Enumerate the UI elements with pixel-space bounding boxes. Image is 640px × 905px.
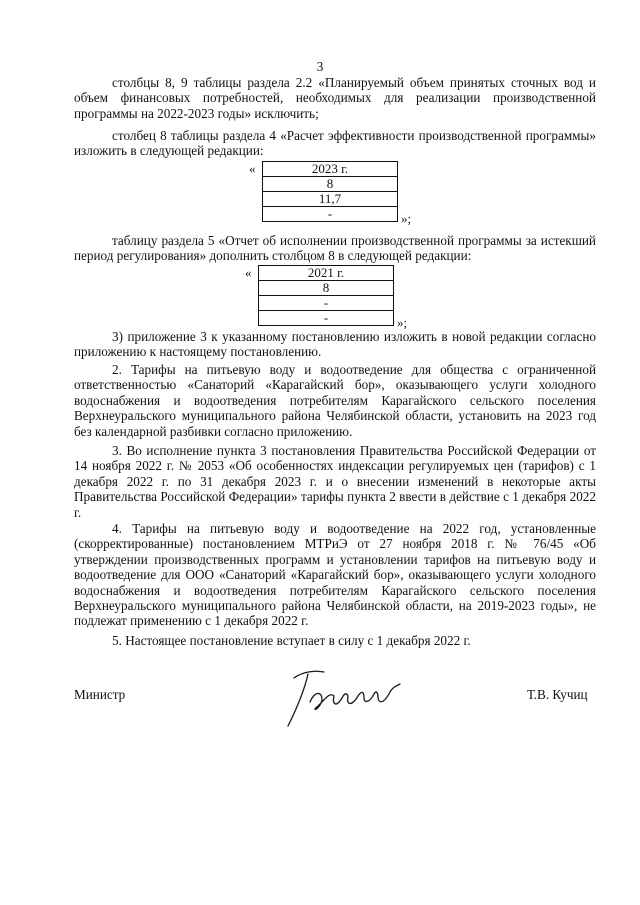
handwritten-signature xyxy=(280,662,420,734)
table1-cell-value: 11,7 xyxy=(263,192,398,207)
table1-cell-year: 2023 г. xyxy=(263,162,398,177)
table2-cell-year: 2021 г. xyxy=(259,266,394,281)
table1-close-quote: »; xyxy=(401,211,412,226)
paragraph-appendix-3: 3) приложение 3 к указанному постановлению изложить в новой редакции согласно приложению к настоящему постановлению. xyxy=(74,329,596,360)
signatory-name: Т.В. Кучиц xyxy=(527,687,588,702)
table2-close-quote: »; xyxy=(397,315,408,330)
paragraph-column-8-section-4: столбец 8 таблицы раздела 4 «Расчет эффективности производственной программы» изложить в следующей редакции: xyxy=(74,128,596,159)
paragraph-government-decree: 3. Во исполнение пункта 3 постановления Правительства Российской Федерации от 14 ноября 2022 г. № 2053 «Об особенностях индексации регулируемых цен (тарифов) с 1 декабря 2022 г. по 31 декабря 2023 г. и о внесении изменений в некоторые акты Правительства Российской Федерации» тарифы пункта 2 ввести в действие с 1 декабря 2022 г. xyxy=(74,443,596,520)
paragraph-section-5-report: таблицу раздела 5 «Отчет об исполнении производственной программы за истекший период регулирования» дополнить столбцом 8 в следующей редакции: xyxy=(74,233,596,264)
report-column-table xyxy=(258,265,394,326)
table1-cell-column-number: 8 xyxy=(263,177,398,192)
paragraph-effective-date: 5. Настоящее постановление вступает в силу с 1 декабря 2022 г. xyxy=(112,633,471,648)
efficiency-column-table xyxy=(262,161,398,222)
signatory-position: Министр xyxy=(74,687,126,702)
paragraph-columns-exclude: столбцы 8, 9 таблицы раздела 2.2 «Планируемый объем принятых сточных вод и объем финансовых потребностей, необходимых для реализации производственной программы на 2022-2023 годы» исключить; xyxy=(74,75,596,121)
table1-open-quote: « xyxy=(249,161,256,176)
page-number: 3 xyxy=(316,59,324,74)
table2-cell-dash-1: - xyxy=(259,296,394,311)
paragraph-tariffs-2022: 4. Тарифы на питьевую воду и водоотведение на 2022 год, установленные (скорректированные) постановлением МТРиЭ от 27 ноября 2018 г. № 76/45 «Об утверждении производственных программ и установлении тарифов на питьевую воду и водоотведение для ООО «Санаторий «Карагайский бор», оказывающего услуги холодного водоснабжения и водоотведения потребителям Карагайского сельского поселения Верхнеуральского муниципального района Челябинской области, на 2019-2023 годы», не подлежат применению с 1 декабря 2022 г. xyxy=(74,521,596,629)
table2-cell-dash-2: - xyxy=(259,311,394,326)
table1-cell-dash: - xyxy=(263,207,398,222)
paragraph-tariffs-2023: 2. Тарифы на питьевую воду и водоотведение для общества с ограниченной ответственностью «Санаторий «Карагайский бор», оказывающего услуги холодного водоснабжения и водоотведения потребителям Карагайского сельского поселения Верхнеуральского муниципального района Челябинской области, установить на 2023 год без календарной разбивки согласно приложению. xyxy=(74,362,596,439)
table2-cell-column-number: 8 xyxy=(259,281,394,296)
table2-open-quote: « xyxy=(245,265,252,280)
